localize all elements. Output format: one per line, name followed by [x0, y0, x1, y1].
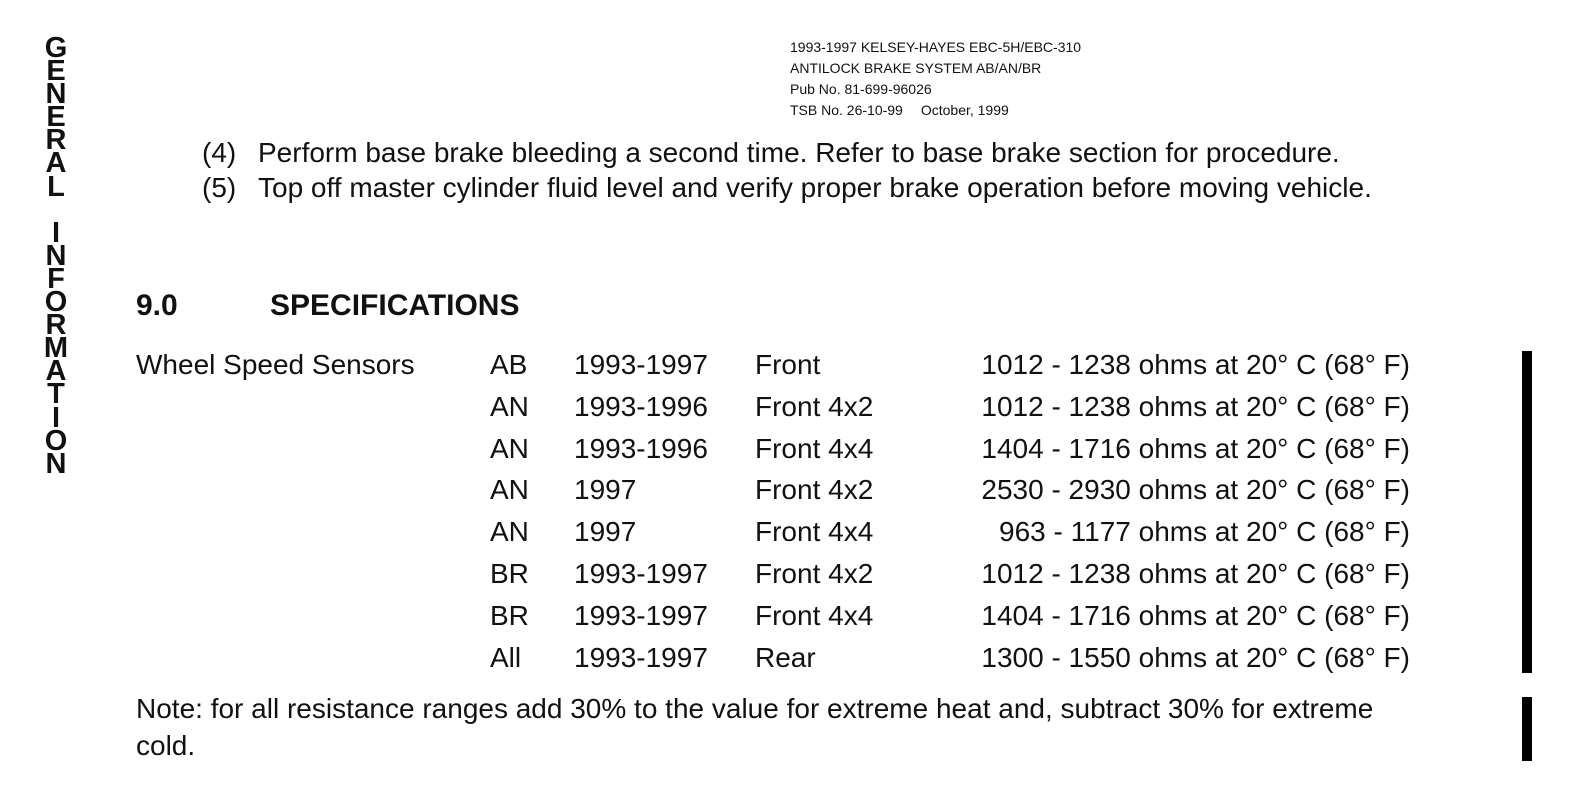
- step-number: (5): [202, 172, 237, 203]
- header-tsb-number: TSB No. 26-10-99: [790, 102, 903, 118]
- spec-location: Front 4x4: [755, 516, 874, 548]
- spec-model: AN: [490, 474, 529, 506]
- side-tab-letter: N: [45, 78, 67, 111]
- procedure-step: [202, 135, 1442, 170]
- side-tab-letter: R: [45, 124, 67, 157]
- step-number: (4): [202, 137, 237, 168]
- header-tsb-line: [790, 100, 1081, 121]
- side-tab-letter: E: [46, 55, 66, 88]
- spec-model: BR: [490, 557, 529, 589]
- spec-location: Front 4x4: [755, 599, 874, 631]
- spec-resistance: 1012 - 1238 ohms at 20° C (68° F): [981, 557, 1410, 589]
- spec-years: 1993-1997: [574, 349, 708, 380]
- spec-resistance: 2530 - 2930 ohms at 20° C (68° F): [981, 474, 1410, 506]
- spec-resistance: 1012 - 1238 ohms at 20° C (68° F): [981, 349, 1410, 380]
- side-tab-letter: M: [43, 332, 69, 365]
- spec-resistance: 1300 - 1550 ohms at 20° C (68° F): [981, 641, 1410, 673]
- side-tab-letter: A: [45, 355, 67, 388]
- step-text: Top off master cylinder fluid level and verify proper brake operation before moving vehicle.: [258, 172, 1372, 203]
- spec-location: Rear: [755, 641, 816, 673]
- spec-resistance: 1404 - 1716 ohms at 20° C (68° F): [981, 432, 1410, 464]
- side-tab-letter: T: [47, 378, 65, 411]
- spec-model: All: [490, 641, 522, 673]
- side-tab-letter: E: [46, 101, 66, 134]
- side-tab-letter: N: [45, 239, 67, 272]
- side-tab-letter: O: [44, 286, 68, 319]
- section-title: SPECIFICATIONS: [270, 289, 520, 322]
- header-subtitle: ANTILOCK BRAKE SYSTEM AB/AN/BR: [790, 60, 1042, 76]
- header-date: October, 1999: [920, 102, 1009, 118]
- side-tab-letter: N: [45, 447, 67, 480]
- header-pub-number: Pub No. 81-699-96026: [790, 81, 932, 97]
- spec-model: AN: [490, 432, 529, 464]
- side-tab-letter: L: [47, 170, 65, 203]
- spec-years: 1997: [574, 516, 637, 548]
- spec-location: Front 4x4: [755, 432, 874, 464]
- side-tab-letter: O: [44, 424, 68, 457]
- section-number: 9.0: [136, 289, 178, 322]
- side-tab-letter: A: [45, 147, 67, 180]
- change-bar: [1522, 697, 1532, 761]
- change-bar: [1522, 351, 1532, 673]
- spec-model: AB: [490, 349, 528, 380]
- side-tab-general-information: [36, 32, 76, 480]
- spec-location: Front: [755, 349, 821, 380]
- side-tab-letter: I: [51, 216, 61, 249]
- spec-location: Front 4x2: [755, 557, 874, 589]
- side-tab-letter: R: [45, 309, 67, 342]
- spec-resistance: 1404 - 1716 ohms at 20° C (68° F): [981, 599, 1410, 631]
- note-text: Note: for all resistance ranges add 30% to the value for extreme heat and, subtract 30% for extreme cold.: [136, 693, 1374, 761]
- spec-location: Front 4x2: [755, 474, 874, 506]
- spec-model: AN: [490, 516, 529, 548]
- spec-model: AN: [490, 390, 529, 422]
- document-header: [790, 37, 1081, 121]
- section-heading: [136, 286, 519, 326]
- spec-resistance: 1012 - 1238 ohms at 20° C (68° F): [981, 390, 1410, 422]
- spec-years: 1993-1997: [574, 557, 708, 589]
- procedure-step: [202, 170, 1442, 205]
- spec-label: Wheel Speed Sensors: [136, 349, 415, 380]
- spec-years: 1993-1996: [574, 432, 708, 464]
- side-tab-letter: F: [47, 262, 65, 295]
- spec-years: 1993-1997: [574, 599, 708, 631]
- spec-years: 1993-1996: [574, 390, 708, 422]
- procedure-steps: [202, 135, 1442, 205]
- spec-resistance: 963 - 1177 ohms at 20° C (68° F): [999, 516, 1410, 548]
- spec-years: 1993-1997: [574, 641, 708, 673]
- side-tab-letter: I: [51, 401, 61, 434]
- step-text: Perform base brake bleeding a second time. Refer to base brake section for procedure.: [258, 137, 1340, 168]
- spec-location: Front 4x2: [755, 390, 874, 422]
- spec-years: 1997: [574, 474, 637, 506]
- header-title: 1993-1997 KELSEY-HAYES EBC-5H/EBC-310: [790, 39, 1082, 55]
- side-tab-letter: G: [44, 32, 68, 64]
- spec-model: BR: [490, 599, 529, 631]
